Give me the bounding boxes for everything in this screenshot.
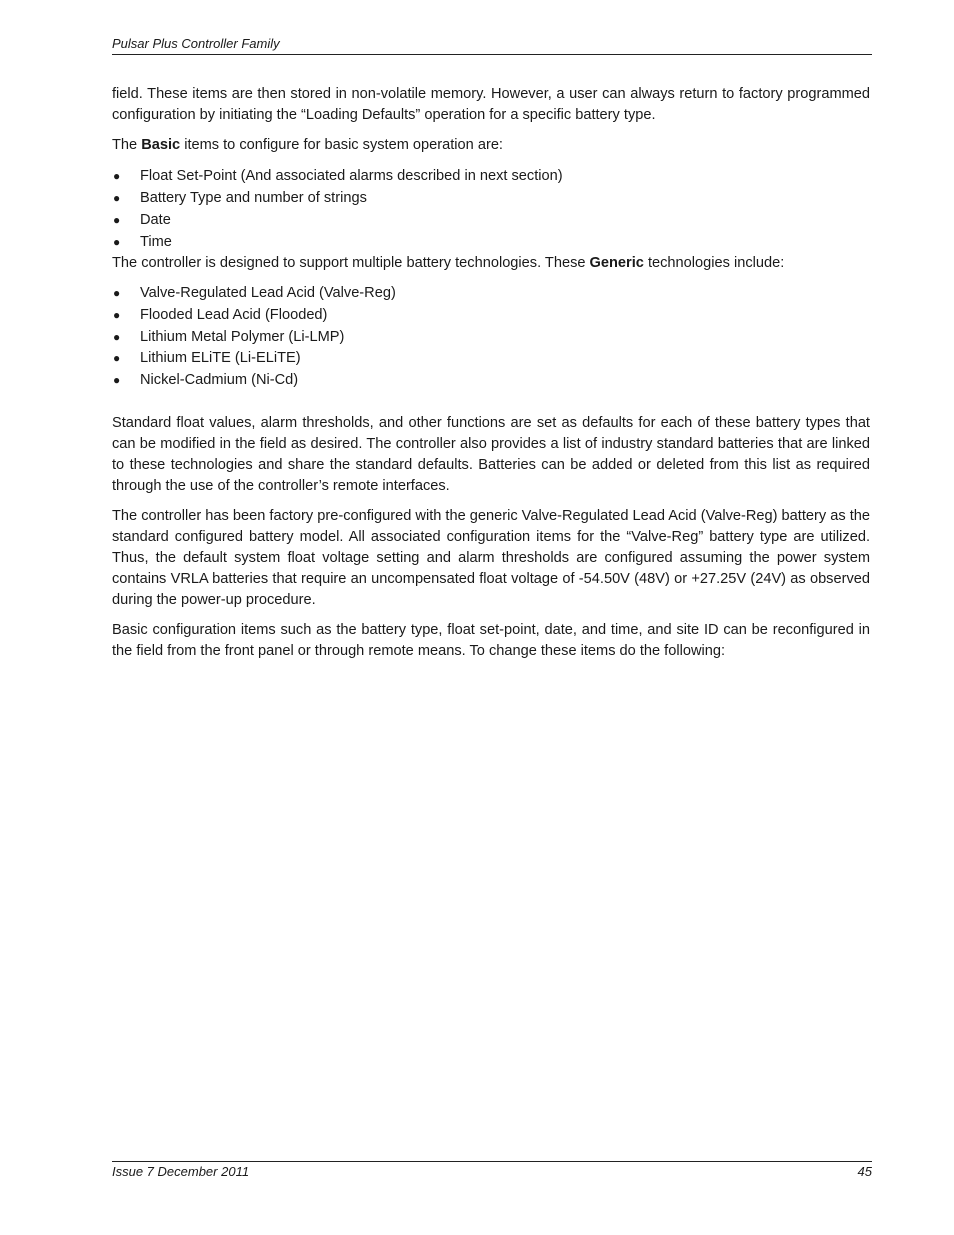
bullet-icon: ● — [113, 329, 121, 344]
footer-issue: Issue 7 December 2011 — [112, 1164, 250, 1179]
paragraph-reconfigure: Basic configuration items such as the battery type, float set-point, date, and time, and site ID can be reconfigured in the field from the front panel or through remote means. To change these items do the following: — [112, 621, 870, 659]
paragraph-technologies-intro: The controller is designed to support multiple battery technologies. These Generic technologies include: — [112, 255, 785, 271]
bullet-icon: ● — [113, 307, 121, 322]
bullet-icon: ● — [113, 235, 121, 249]
paragraph-basic-intro: The Basic items to configure for basic system operation are: — [112, 137, 503, 153]
basic-items-list — [112, 165, 870, 253]
list-item: ● Lithium ELiTE (Li-ELiTE) — [112, 348, 870, 370]
running-footer — [112, 1161, 872, 1179]
running-header — [112, 36, 872, 55]
paragraph-continuation: field. These items are then stored in non-volatile memory. However, a user can always return to factory programmed configuration by initiating the “Loading Defaults” operation for a specific battery type. — [112, 86, 870, 123]
page-number: 45 — [857, 1164, 872, 1179]
bullet-icon: ● — [113, 213, 121, 227]
technologies-list — [112, 283, 870, 392]
paragraph-defaults: Standard float values, alarm thresholds, and other functions are set as defaults for each of these battery types that can be modified in the field as desired. The controller also provides a list of industry standard batteries that are linked to these technologies and share the standard defaults. Batteries can be added or deleted from this list as required through the use of the controller’s remote interfaces. — [112, 414, 870, 494]
list-item: ● Date — [112, 209, 870, 231]
bullet-icon: ● — [113, 191, 121, 205]
header-title: Pulsar Plus Controller Family — [112, 36, 280, 51]
bullet-icon: ● — [113, 373, 121, 388]
bullet-icon: ● — [113, 351, 121, 366]
list-item: ● Float Set-Point (And associated alarms described in next section) — [112, 165, 870, 187]
list-item: ● Flooded Lead Acid (Flooded) — [112, 305, 870, 327]
list-item: ● Time — [112, 231, 870, 253]
paragraph-factory-config: The controller has been factory pre-configured with the generic Valve-Regulated Lead Acid (Valve-Reg) battery as the standard configured battery model. All associated configuration items for the “Valve-Reg” battery type are utilized. Thus, the default system float voltage setting and alarm thresholds are configured assuming the power system contains VRLA batteries that require an uncompensated float voltage of -54.50V (48V) or +27.25V (24V) as observed during the power-up procedure. — [112, 507, 870, 608]
list-item: ● Valve-Regulated Lead Acid (Valve-Reg) — [112, 283, 870, 305]
bullet-icon: ● — [113, 286, 121, 300]
list-item: ● Nickel-Cadmium (Ni-Cd) — [112, 370, 870, 392]
list-item: ● Battery Type and number of strings — [112, 187, 870, 209]
list-item: ● Lithium Metal Polymer (Li-LMP) — [112, 327, 870, 349]
bullet-icon: ● — [113, 169, 121, 183]
page-body — [112, 84, 870, 671]
